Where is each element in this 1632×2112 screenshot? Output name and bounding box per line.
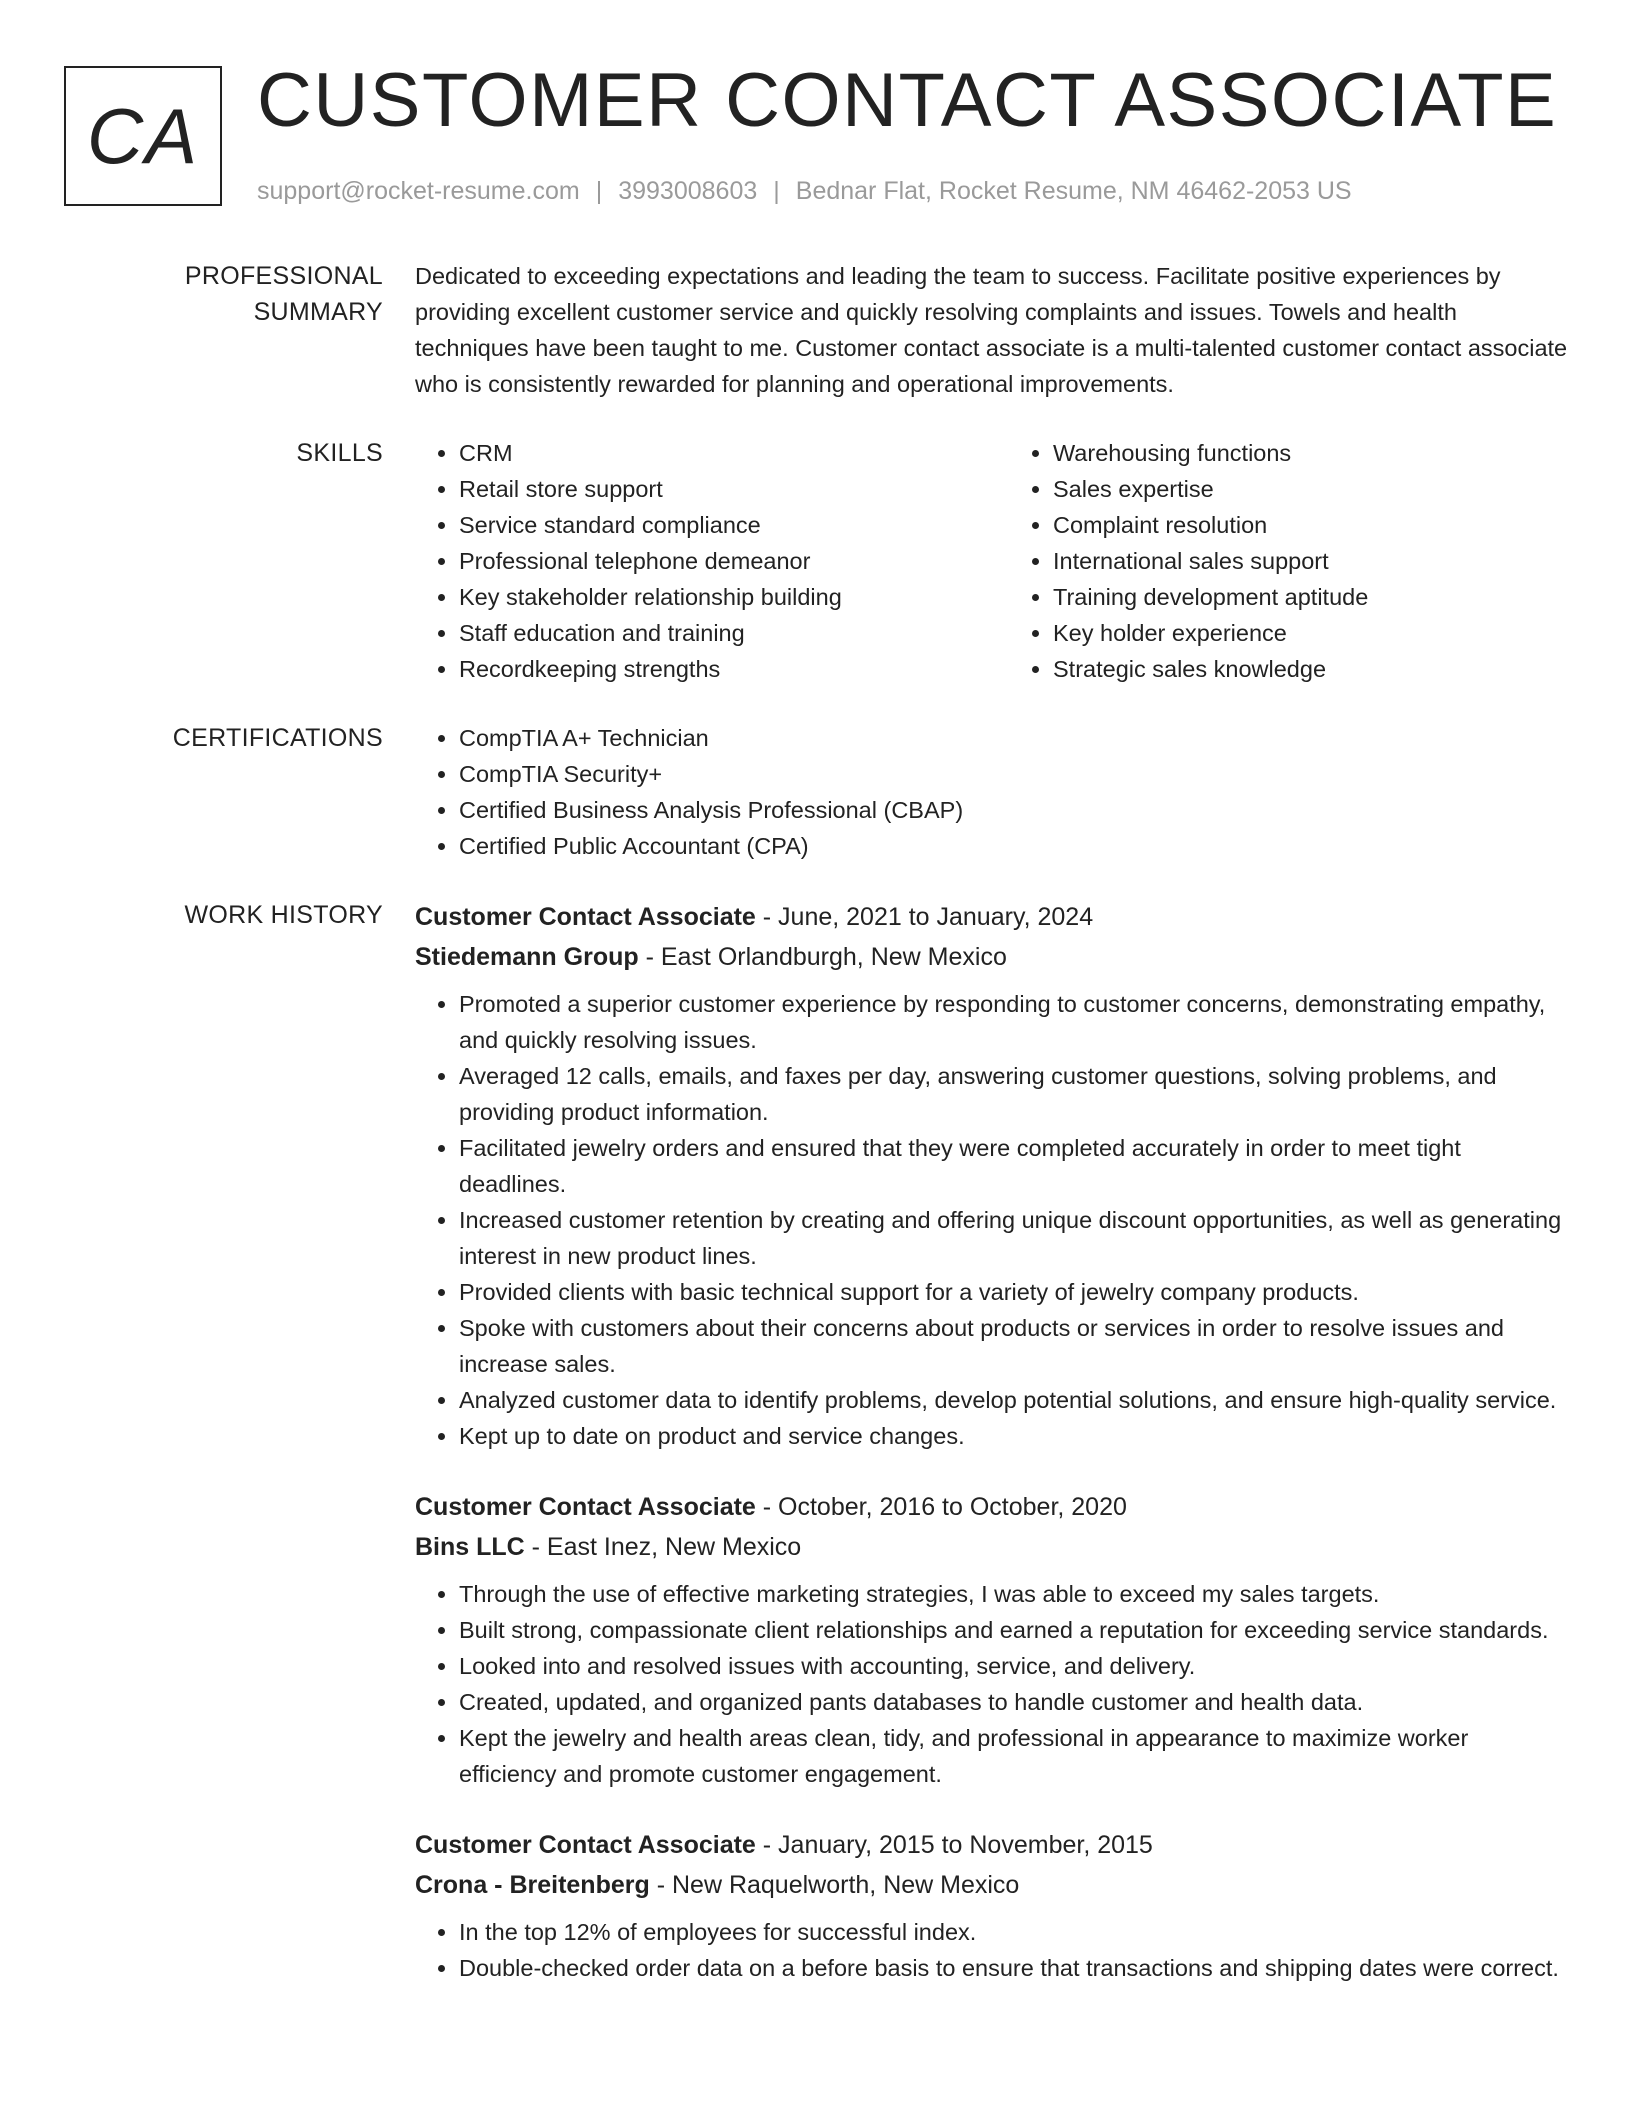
job-bullet: • In the top 12% of employees for successful index. [459, 1914, 1570, 1950]
job-bullet: • Averaged 12 calls, emails, and faxes per day, answering customer questions, solving problems, and providing product information. [459, 1058, 1570, 1130]
job-location: - East Orlandburgh, New Mexico [638, 943, 1007, 971]
contact-phone: 3993008603 [618, 177, 758, 205]
job-bullet: • Facilitated jewelry orders and ensured that they were completed accurately in order to meet tight deadlines. [459, 1130, 1570, 1202]
skill-item: • Complaint resolution [1053, 507, 1603, 543]
skills-section [60, 435, 1570, 687]
certification-item: • CompTIA A+ Technician [459, 720, 1570, 756]
contact-line [257, 174, 1352, 208]
job-company: Stiedemann Group [415, 943, 639, 971]
job-title: Customer Contact Associate [415, 1493, 756, 1521]
job-bullet: • Built strong, compassionate client relationships and earned a reputation for exceeding service standards. [459, 1612, 1570, 1648]
contact-separator: | [595, 177, 603, 205]
job-bullet: • Provided clients with basic technical support for a variety of jewelry company products. [459, 1274, 1570, 1310]
job-bullet: • Looked into and resolved issues with accounting, service, and delivery. [459, 1648, 1570, 1684]
resume-body [60, 258, 1570, 2052]
certification-item: • Certified Business Analysis Professional (CBAP) [459, 792, 1570, 828]
skill-item: • Sales expertise [1053, 471, 1603, 507]
work-history-section [60, 897, 1570, 2019]
contact-email: support@rocket-resume.com [257, 177, 580, 205]
job-dates: - October, 2016 to October, 2020 [755, 1493, 1127, 1521]
skill-item: • CRM [459, 435, 1009, 471]
contact-separator: | [773, 177, 780, 205]
job-title-line [415, 1487, 1570, 1527]
resume-title: CUSTOMER CONTACT ASSOCIATE [257, 58, 1558, 143]
summary-body [415, 258, 1570, 402]
certifications-heading: CERTIFICATIONS [172, 724, 383, 752]
contact-address: Bednar Flat, Rocket Resume, NM 46462-2053 US [795, 177, 1352, 205]
skill-item: • Key stakeholder relationship building [459, 579, 1009, 615]
summary-text: Dedicated to exceeding expectations and leading the team to success. Facilitate positive experiences by providing excellent customer service and quickly resolving complaints and issues. Towels and health techniques have been taught to me. Customer contact associate is a multi-talented customer contact associate who is consistently rewarded for planning and operational improvements. [415, 263, 1568, 397]
certification-item: • Certified Public Accountant (CPA) [459, 828, 1570, 864]
job-location: - New Raquelworth, New Mexico [649, 1871, 1020, 1899]
job-dates: - June, 2021 to January, 2024 [755, 903, 1094, 931]
job-bullets [415, 1576, 1570, 1792]
skill-item: • Staff education and training [459, 615, 1009, 651]
job-company-line [415, 1865, 1570, 1905]
skill-item: • Recordkeeping strengths [459, 651, 1009, 687]
job-bullets [415, 1914, 1570, 1986]
certifications-section [60, 720, 1570, 864]
work-history-body [415, 897, 1570, 2019]
monogram-logo: CA [64, 66, 222, 206]
skills-list-left [415, 435, 1009, 687]
job-bullet: • Through the use of effective marketing strategies, I was able to exceed my sales targets. [459, 1576, 1570, 1612]
certifications-body [415, 720, 1570, 864]
job-title: Customer Contact Associate [415, 903, 756, 931]
skills-heading: SKILLS [296, 439, 383, 467]
job-bullet: • Kept the jewelry and health areas clean, tidy, and professional in appearance to maximize worker efficiency and promote customer engagement. [459, 1720, 1570, 1792]
skills-list-right [1009, 435, 1603, 687]
job-company-line [415, 937, 1570, 977]
skills-body [415, 435, 1603, 687]
job-bullet: • Double-checked order data on a before basis to ensure that transactions and shipping dates were correct. [459, 1950, 1570, 1986]
skill-item: • Key holder experience [1053, 615, 1603, 651]
summary-heading: PROFESSIONAL SUMMARY [184, 262, 383, 326]
work-history-heading: WORK HISTORY [184, 901, 383, 929]
job-company: Crona - Breitenberg [415, 1871, 650, 1899]
job-bullet: • Promoted a superior customer experience by responding to customer concerns, demonstrating empathy, and quickly resolving issues. [459, 986, 1570, 1058]
skill-item: • Professional telephone demeanor [459, 543, 1009, 579]
job-company-line [415, 1527, 1570, 1567]
certifications-list [415, 720, 1570, 864]
skill-item: • Warehousing functions [1053, 435, 1603, 471]
job-entry [415, 1825, 1570, 1986]
skill-item: • Service standard compliance [459, 507, 1009, 543]
job-bullets [415, 986, 1570, 1454]
certification-item: • CompTIA Security+ [459, 756, 1570, 792]
skill-item: • Training development aptitude [1053, 579, 1603, 615]
skill-item: • Strategic sales knowledge [1053, 651, 1603, 687]
skill-item: • Retail store support [459, 471, 1009, 507]
job-bullet: • Analyzed customer data to identify problems, develop potential solutions, and ensure high-quality service. [459, 1382, 1570, 1418]
job-bullet: • Created, updated, and organized pants databases to handle customer and health data. [459, 1684, 1570, 1720]
job-title-line [415, 897, 1570, 937]
job-location: - East Inez, New Mexico [524, 1533, 802, 1561]
job-entry [415, 1487, 1570, 1792]
job-bullet: • Spoke with customers about their concerns about products or services in order to resolve issues and increase sales. [459, 1310, 1570, 1382]
job-bullet: • Increased customer retention by creating and offering unique discount opportunities, as well as generating interest in new product lines. [459, 1202, 1570, 1274]
job-bullet: • Kept up to date on product and service changes. [459, 1418, 1570, 1454]
job-title-line [415, 1825, 1570, 1865]
job-entry [415, 897, 1570, 1454]
job-title: Customer Contact Associate [415, 1831, 756, 1859]
summary-section [60, 258, 1570, 402]
job-company: Bins LLC [415, 1533, 525, 1561]
job-dates: - January, 2015 to November, 2015 [755, 1831, 1153, 1859]
skill-item: • International sales support [1053, 543, 1603, 579]
